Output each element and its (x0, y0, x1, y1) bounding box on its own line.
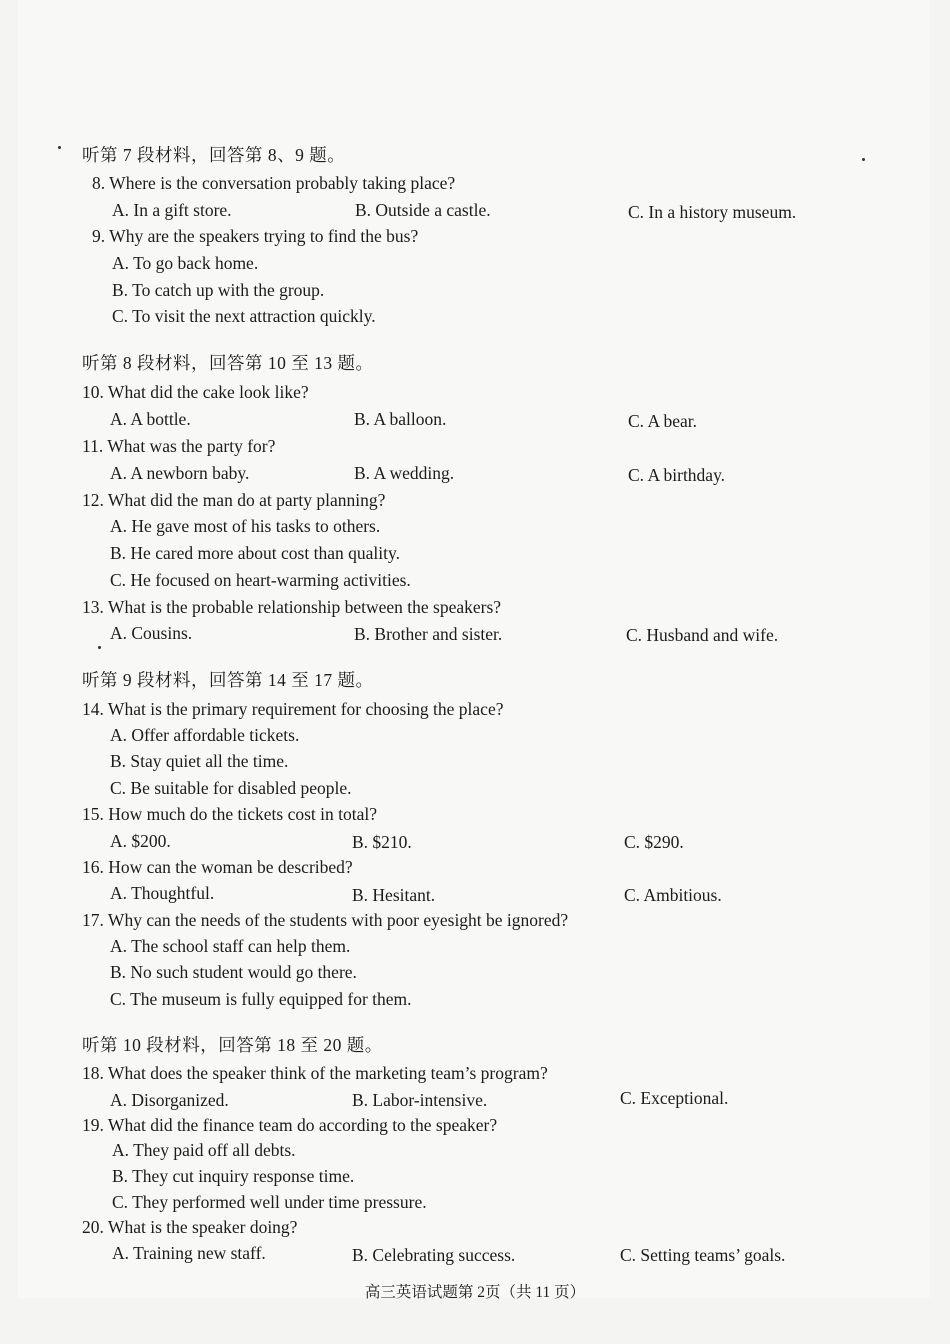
option-b: B. Labor-intensive. (352, 1090, 488, 1110)
option-c: C. The museum is fully equipped for them. (110, 989, 412, 1009)
question-stem: 8. Where is the conversation probably taking place? (92, 173, 456, 193)
section-header: 听第 10 段材料，回答第 18 至 20 题。 (82, 1035, 383, 1055)
option-c: C. Ambitious. (624, 885, 722, 905)
question-stem: 13. What is the probable relationship between the speakers? (82, 597, 502, 617)
option-a: A. Training new staff. (112, 1243, 266, 1263)
option-c: C. Setting teams’ goals. (620, 1245, 786, 1265)
option-c: C. Be suitable for disabled people. (110, 778, 352, 798)
option-a: A. Thoughtful. (110, 883, 215, 903)
speck (98, 646, 101, 649)
option-b: B. Hesitant. (352, 885, 436, 905)
option-a: A. They paid off all debts. (112, 1140, 296, 1160)
question-stem: 9. Why are the speakers trying to find the bus? (92, 226, 419, 246)
option-b: B. A balloon. (354, 409, 447, 429)
speck (862, 158, 865, 161)
option-b: B. A wedding. (354, 463, 455, 483)
option-a: A. A newborn baby. (110, 463, 250, 483)
question-stem: 14. What is the primary requirement for choosing the place? (82, 699, 504, 719)
option-c: C. In a history museum. (628, 202, 797, 222)
question-stem: 12. What did the man do at party planning? (82, 490, 386, 510)
option-a: A. The school staff can help them. (110, 936, 351, 956)
option-b: B. Brother and sister. (354, 624, 503, 644)
option-c: C. A birthday. (628, 465, 726, 485)
option-c: C. A bear. (628, 411, 698, 431)
question-stem: 11. What was the party for? (82, 436, 276, 456)
question-stem: 17. Why can the needs of the students with poor eyesight be ignored? (82, 910, 569, 930)
option-c: C. $290. (624, 832, 684, 852)
option-a: A. He gave most of his tasks to others. (110, 516, 381, 536)
option-a: A. A bottle. (110, 409, 191, 429)
option-a: A. Offer affordable tickets. (110, 725, 300, 745)
option-c: C. He focused on heart-warming activities. (110, 570, 411, 590)
option-a: A. Disorganized. (110, 1090, 229, 1110)
option-c: C. Exceptional. (620, 1088, 729, 1108)
option-c: C. Husband and wife. (626, 625, 779, 645)
question-stem: 15. How much do the tickets cost in total? (82, 804, 378, 824)
option-b: B. Stay quiet all the time. (110, 751, 289, 771)
option-a: A. Cousins. (110, 623, 193, 643)
option-b: B. They cut inquiry response time. (112, 1166, 355, 1186)
section-header: 听第 9 段材料，回答第 14 至 17 题。 (82, 670, 374, 690)
option-b: B. No such student would go there. (110, 962, 357, 982)
speck (58, 146, 61, 149)
question-stem: 18. What does the speaker think of the marketing team’s program? (82, 1063, 548, 1083)
question-stem: 19. What did the finance team do according to the speaker? (82, 1115, 498, 1135)
option-b: B. Celebrating success. (352, 1245, 516, 1265)
option-b: B. $210. (352, 832, 412, 852)
question-stem: 16. How can the woman be described? (82, 857, 353, 877)
question-stem: 10. What did the cake look like? (82, 382, 309, 402)
section-header: 听第 8 段材料，回答第 10 至 13 题。 (82, 353, 374, 373)
option-c: C. To visit the next attraction quickly. (112, 306, 376, 326)
option-b: B. He cared more about cost than quality. (110, 543, 400, 563)
option-b: B. To catch up with the group. (112, 280, 325, 300)
option-a: A. $200. (110, 831, 171, 851)
option-a: A. In a gift store. (112, 200, 232, 220)
option-c: C. They performed well under time pressure. (112, 1192, 427, 1212)
question-stem: 20. What is the speaker doing? (82, 1217, 298, 1237)
section-header: 听第 7 段材料，回答第 8、9 题。 (82, 145, 346, 165)
option-a: A. To go back home. (112, 253, 259, 273)
option-b: B. Outside a castle. (355, 200, 491, 220)
page-footer: 高三英语试题第 2页（共 11 页） (364, 1284, 586, 1301)
